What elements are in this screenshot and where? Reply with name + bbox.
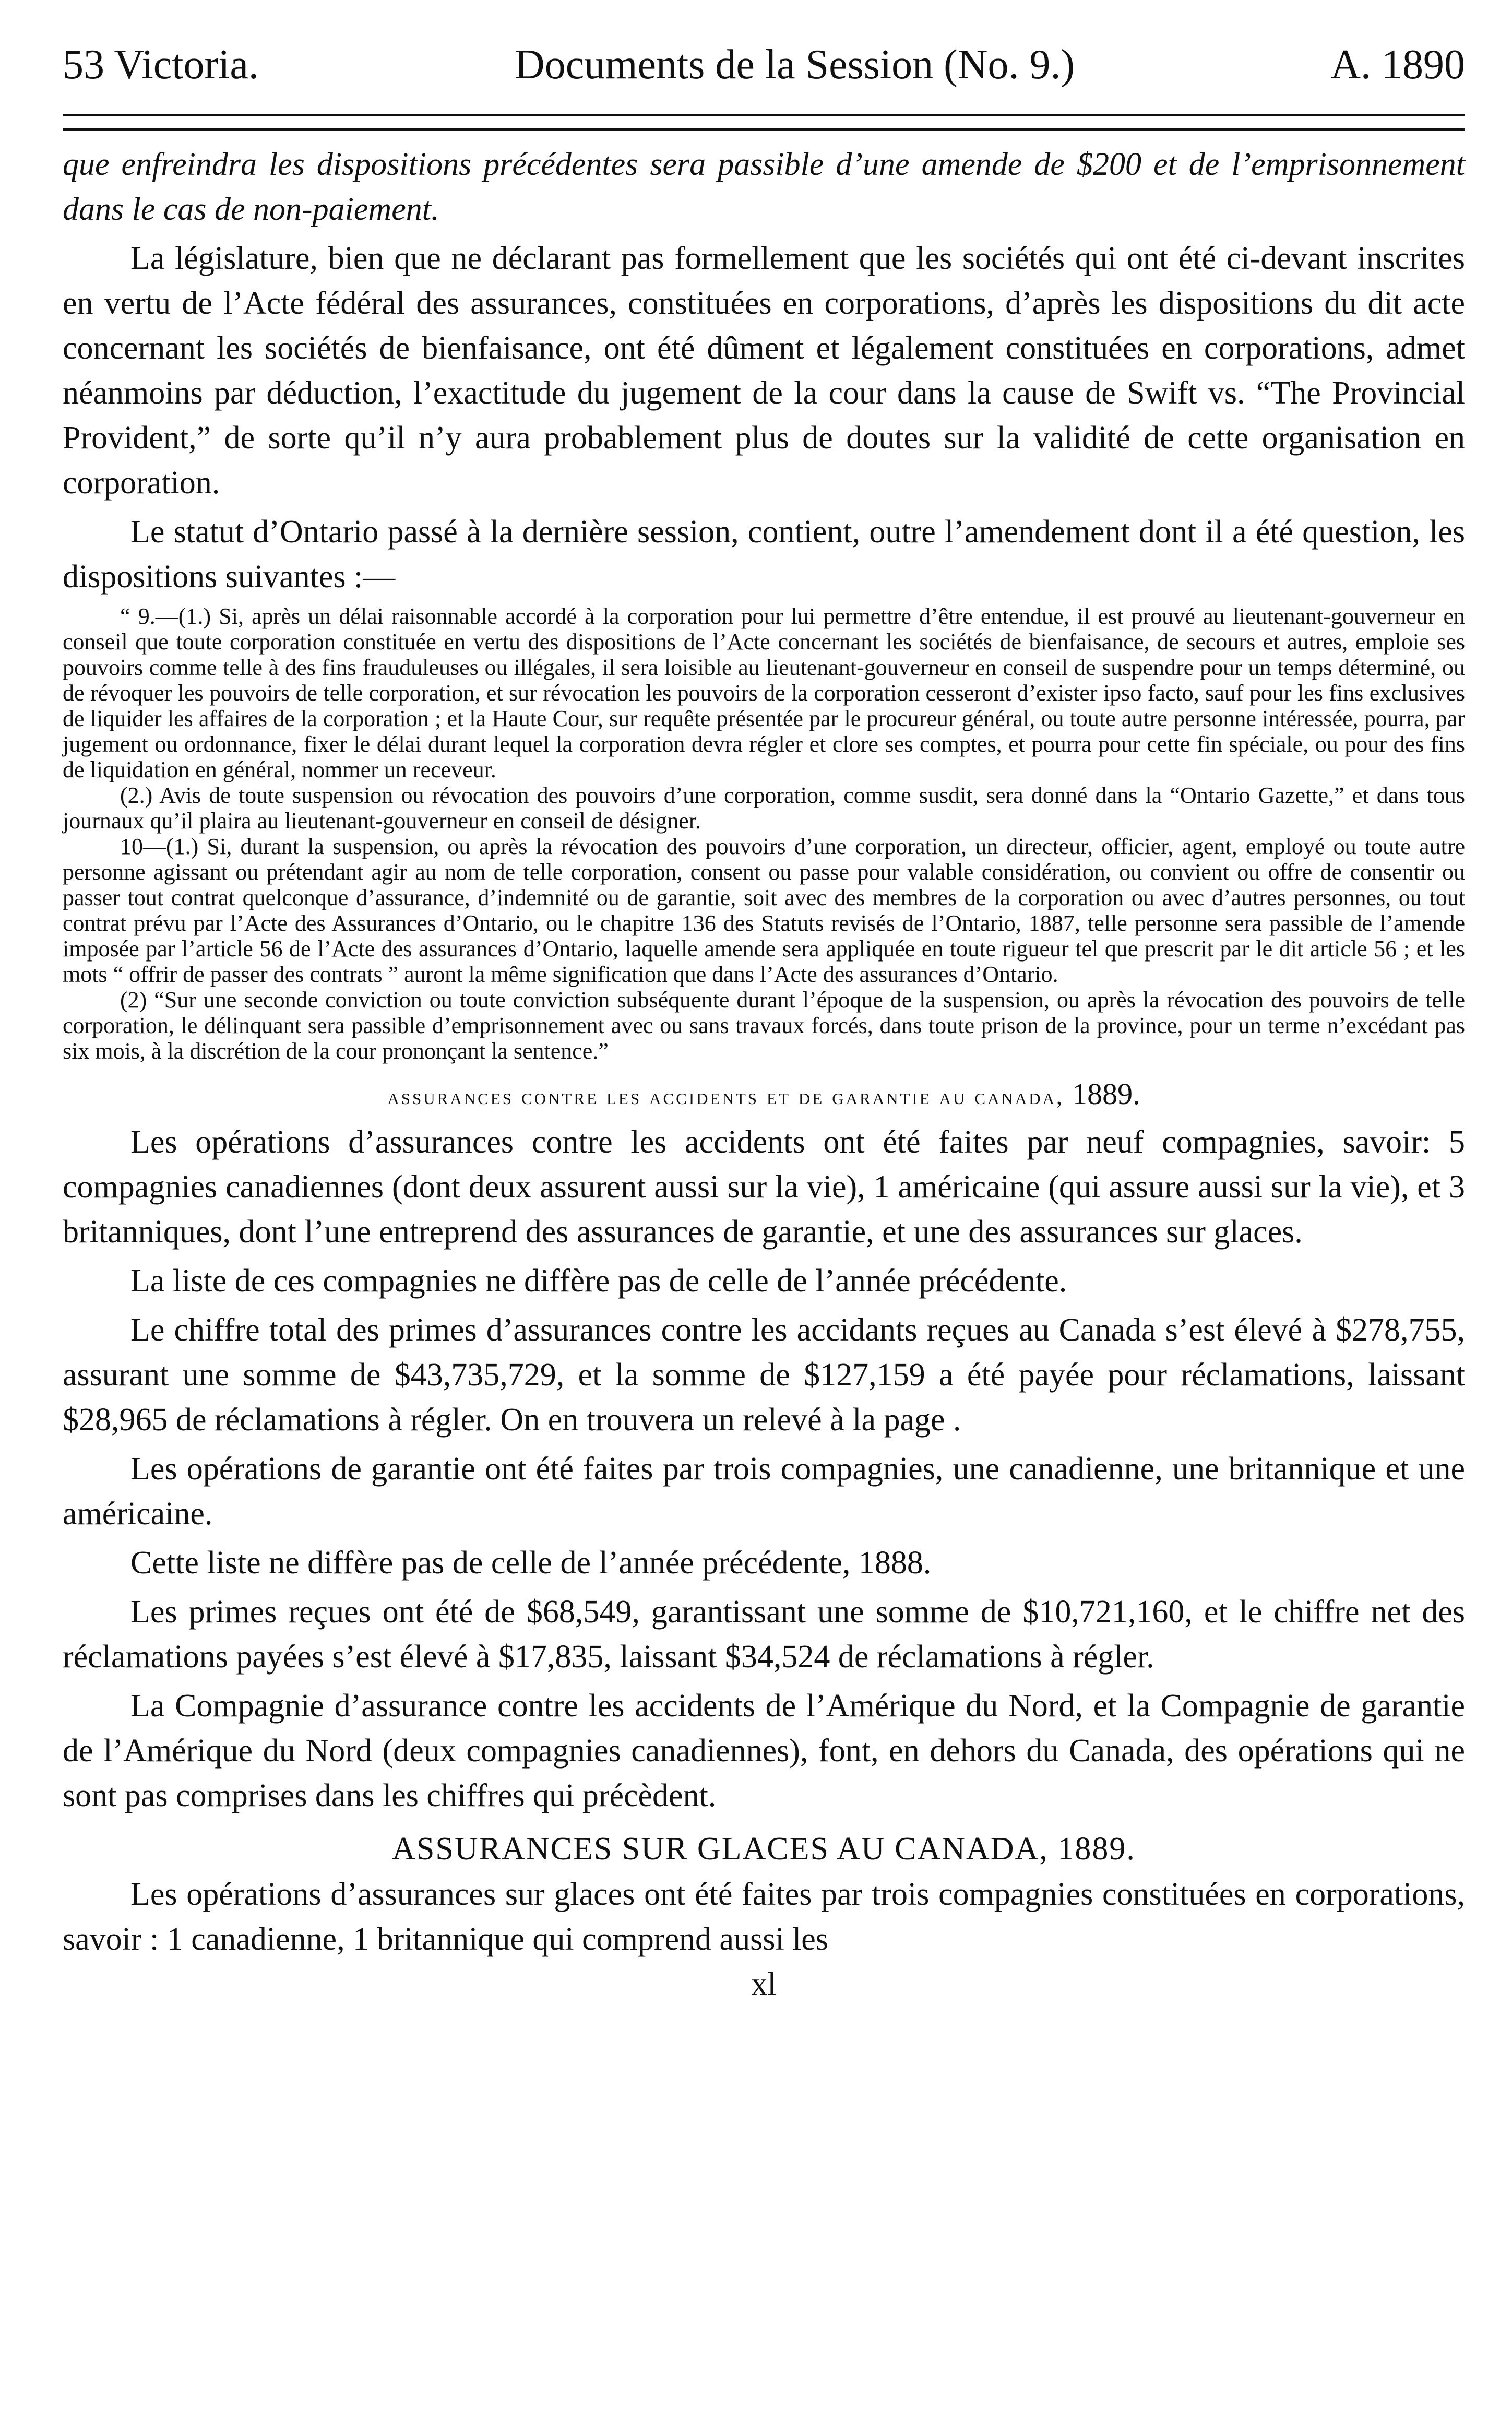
section-title-accidents-text: assurances contre les accidents et de garantie au canada, [387,1084,1065,1109]
header-center: Documents de la Session (No. 9.) [514,42,1075,88]
paragraph-continuation: que enfreindra les dispositions précédentes sera passible d’une amende de $200 et de l’emprisonnement dans le cas de non-paiement. [63,147,1465,227]
paragraph-accident-totals: Le chiffre total des primes d’assurances contre les accidants reçues au Canada s’est élevé à $278,755, assurant une somme de $43,735,729, et la somme de $127,159 a été payée pour réclamations, laissant $28,965 de réclamations à régler. On en trouvera un relevé à la page . [63,1312,1465,1438]
paragraph-guarantee-list: Cette liste ne diffère pas de celle de l’année précédente, 1888. [130,1545,932,1581]
header-double-rule [63,114,1465,131]
paragraph-guarantee-operations: Les opérations de garantie ont été faites par trois compagnies, une canadienne, une britannique et une américaine. [63,1451,1465,1532]
paragraph-accident-operations: Les opérations d’assurances contre les accidents ont été faites par neuf compagnies, savoir: 5 compagnies canadiennes (dont deux assurent aussi sur la vie), 1 américaine (qui assure aussi sur la vie), et 3 britanniques, dont l’une entreprend des assurances de garantie, et une des assurances sur glaces. [63,1124,1465,1250]
paragraph-glass-operations: Les opérations d’assurances sur glaces ont été faites par trois compagnies constituées en corporations, savoir : 1 canadienne, 1 britannique qui comprend aussi les [63,1877,1465,1957]
section-title-glass: ASSURANCES SUR GLACES AU CANADA, 1889. [392,1831,1136,1867]
header-right: A. 1890 [1330,42,1465,88]
section-title-accidents [63,1076,1465,1111]
paragraph-ontario-statute: Le statut d’Ontario passé à la dernière session, contient, outre l’amendement dont il a été question, les dispositions suivantes :— [63,514,1465,595]
page-header [63,42,1465,88]
quote-section-10-1: 10—(1.) Si, durant la suspension, ou après la révocation des pouvoirs d’une corporation, un directeur, officier, agent, employé ou toute autre personne agissant ou prétendant agir au nom de telle corporation, consent ou passe pour valable considération, ou convient ou offre de consentir ou passer tout contrat quelconque d’assurance, d’indemnité ou de garantie, soit avec des membres de la corporation ou avec d’autres personnes, ou tout contrat prévu par l’Acte des Assurances d’Ontario, ou le chapitre 136 des Statuts revisés de l’Ontario, 1887, telle personne sera passible de l’amende imposée par l’article 56 de l’Acte des assurances d’Ontario, laquelle amende sera appliquée en toute rigueur tel que prescrit par le dit article 56 ; et les mots “ offrir de passer des contrats ” auront la même signification que dans l’Acte des assurances d’Ontario. [63,834,1465,987]
quote-section-9-2: (2.) Avis de toute suspension ou révocation des pouvoirs d’une corporation, comme susdit, sera donné dans la “Ontario Gazette,” et dans tous journaux qu’il plaira au lieutenant-gouverneur en conseil de désigner. [63,782,1465,834]
page-number: xl [751,1966,777,2002]
paragraph-legislature: La législature, bien que ne déclarant pas formellement que les sociétés qui ont été ci-devant inscrites en vertu de l’Acte fédéral des assurances, constituées en corporations, d’après les dispositions du dit acte concernant les sociétés de bienfaisance, ont été dûment et légalement constituées en corporations, admet néanmoins par déduction, l’exactitude du jugement de la cour dans la cause de Swift vs. “The Provincial Provident,” de sorte qu’il n’y aura probablement plus de doutes sur la validité de cette organisation en corporation. [63,241,1465,501]
quote-section-10-2: (2) “Sur une seconde conviction ou toute conviction subséquente durant l’époque de la suspension, ou après la révocation des pouvoirs de telle corporation, le délinquant sera passible d’emprisonnement avec ou sans travaux forcés, dans toute prison de la province, pour un terme n’excédant pas six mois, à la discrétion de la cour prononçant la sentence.” [63,987,1465,1064]
section-title-accidents-year: 1889. [1072,1077,1140,1111]
page-body [63,142,1465,2003]
paragraph-guarantee-totals: Les primes reçues ont été de $68,549, garantissant une somme de $10,721,160, et le chiffre net des réclamations payées s’est élevé à $17,835, laissant $34,524 de réclamations à régler. [63,1594,1465,1675]
header-left: 53 Victoria. [63,42,259,88]
quote-section-9-1: “ 9.—(1.) Si, après un délai raisonnable accordé à la corporation pour lui permettre d’être entendue, il est prouvé au lieutenant-gouverneur en conseil que toute corporation constituée en vertu des dispositions de l’Acte concernant les sociétés de bienfaisance, de secours et autres, emploie ses pouvoirs comme telle à des fins frauduleuses ou illégales, il sera loisible au lieutenant-gouverneur en conseil de suspendre pour un temps déterminé, ou de révoquer les pouvoirs de telle corporation, et sur révocation les pouvoirs de la corporation cesseront d’exister ipso facto, sauf pour les fins exclusives de liquider les affaires de la corporation ; et la Haute Cour, sur requête présentée par le procureur général, ou toute autre personne intéressée, pourra, par jugement ou ordonnance, fixer le délai durant lequel la corporation devra régler et clore ses comptes, et pourra pour cette fin spéciale, ou pour des fins de liquidation en général, nommer un receveur. [63,603,1465,782]
paragraph-company-list: La liste de ces compagnies ne diffère pas de celle de l’année précédente. [130,1263,1067,1299]
paragraph-north-america: La Compagnie d’assurance contre les accidents de l’Amérique du Nord, et la Compagnie de garantie de l’Amérique du Nord (deux compagnies canadiennes), font, en dehors du Canada, des opérations qui ne sont pas comprises dans les chiffres qui précèdent. [63,1688,1465,1813]
statute-quote [63,603,1465,1064]
